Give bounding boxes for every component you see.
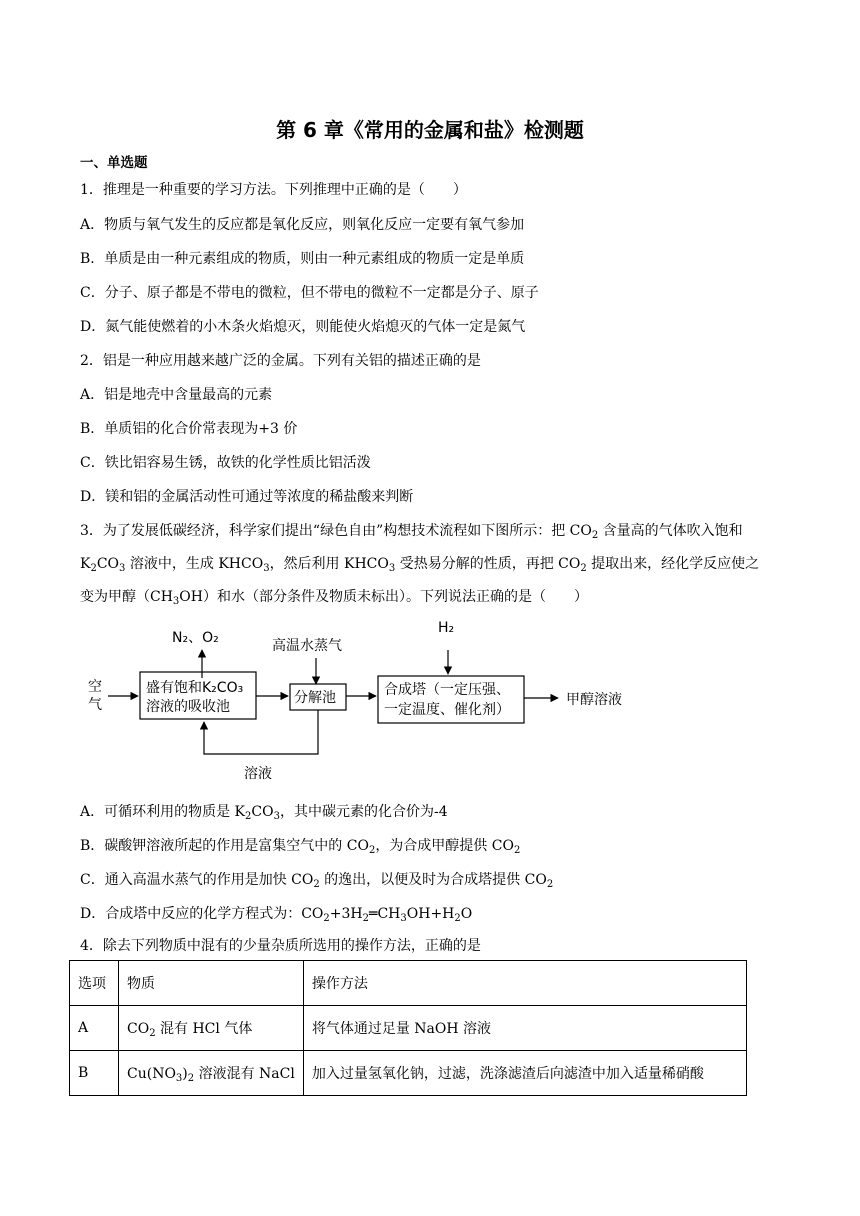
q3-option-c: C．通入高温水蒸气的作用是加快 $CO_2$ 的逸出，以便及时为合成塔提供 $CO_2$ bbox=[80, 872, 554, 890]
q4-stem: 4．除去下列物质中混有的少量杂质所选用的操作方法，正确的是 bbox=[80, 938, 481, 954]
cell-substance: $Cu(NO_3)_2$ 溶液混有 NaCl bbox=[119, 1051, 304, 1096]
label-h2: H₂ bbox=[438, 620, 455, 636]
q2-option-d: D．镁和铝的金属活动性可通过等浓度的稀盐酸来判断 bbox=[80, 489, 414, 505]
q1-stem: 1．推理是一种重要的学习方法。下列推理中正确的是（ ） bbox=[80, 182, 467, 198]
label-methanol: 甲醇溶液 bbox=[566, 692, 622, 708]
q3-stem-line-3: 变为甲醇$(CH_3OH)$和水（部分条件及物质未标出）。下列说法正确的是（ ） bbox=[80, 589, 588, 607]
label-decomposer: 分解池 bbox=[294, 690, 336, 706]
label-n2-o2: N₂、O₂ bbox=[172, 630, 219, 646]
q3-option-d: D．合成塔中反应的化学方程式为：$CO_2+3H_2═CH_3OH+H_2O$ bbox=[80, 906, 473, 924]
q3-stem-line-2: $K_2CO_3$ 溶液中，生成 $KHCO_3$，然后利用 $KHCO_3$ 受热易分解的性质，再把 $CO_2$ 提取出来，经化学反应使之 bbox=[80, 556, 760, 574]
q3-option-b: B．碳酸钾溶液所起的作用是富集空气中的 $CO_2$，为合成甲醇提供 $CO_2$ bbox=[80, 838, 521, 856]
q2-option-b: B．单质铝的化合价常表现为+3 价 bbox=[80, 421, 298, 437]
cell-option: B bbox=[70, 1051, 119, 1096]
label-solution: 溶液 bbox=[244, 766, 272, 782]
flow-diagram bbox=[80, 618, 660, 788]
label-absorber-1: 盛有饱和K₂CO₃ bbox=[146, 680, 244, 696]
cell-substance: $CO_2$ 混有 HCl 气体 bbox=[119, 1006, 304, 1051]
label-air-1: 空 bbox=[88, 679, 102, 695]
table-header-row bbox=[70, 961, 747, 1006]
q4-table bbox=[69, 960, 747, 1096]
q2-stem: 2．铝是一种应用越来越广泛的金属。下列有关铝的描述正确的是 bbox=[80, 353, 481, 369]
label-absorber-2: 溶液的吸收池 bbox=[146, 699, 230, 715]
table-row bbox=[70, 1051, 747, 1096]
header-option: 选项 bbox=[70, 961, 119, 1006]
q2-option-a: A．铝是地壳中含量最高的元素 bbox=[80, 387, 273, 403]
table-row bbox=[70, 1006, 747, 1051]
label-tower-1: 合成塔（一定压强、 bbox=[384, 682, 510, 698]
q3-option-a: A．可循环利用的物质是 $K_2CO_3$，其中碳元素的化合价为-4 bbox=[80, 804, 448, 822]
arrow-recycle bbox=[204, 710, 318, 754]
q1-option-c: C．分子、原子都是不带电的微粒，但不带电的微粒不一定都是分子、原子 bbox=[80, 285, 539, 301]
cell-method: 加入过量氢氧化钠，过滤，洗涤滤渣后向滤渣中加入适量稀硝酸 bbox=[303, 1051, 746, 1096]
header-substance: 物质 bbox=[119, 961, 304, 1006]
q1-option-a: A．物质与氧气发生的反应都是氧化反应，则氧化反应一定要有氧气参加 bbox=[80, 217, 525, 233]
cell-method: 将气体通过足量 NaOH 溶液 bbox=[303, 1006, 746, 1051]
header-method: 操作方法 bbox=[303, 961, 746, 1006]
q1-option-b: B．单质是由一种元素组成的物质，则由一种元素组成的物质一定是单质 bbox=[80, 251, 525, 267]
label-tower-2: 一定温度、催化剂） bbox=[384, 702, 510, 718]
label-steam: 高温水蒸气 bbox=[272, 638, 342, 654]
q1-option-d: D．氮气能使燃着的小木条火焰熄灭，则能使火焰熄灭的气体一定是氮气 bbox=[80, 319, 526, 335]
q3-stem-line-1: 3．为了发展低碳经济，科学家们提出“绿色自由”构想技术流程如下图所示：把 $CO_2$ 含量高的气体吹入饱和 bbox=[80, 523, 743, 541]
section-heading: 一、单选题 bbox=[80, 155, 148, 171]
q2-option-c: C．铁比铝容易生锈，故铁的化学性质比铝活泼 bbox=[80, 455, 371, 471]
page-title: 第 6 章《常用的金属和盐》检测题 bbox=[276, 118, 584, 142]
cell-option: A bbox=[70, 1006, 119, 1051]
label-air-2: 气 bbox=[88, 697, 102, 713]
